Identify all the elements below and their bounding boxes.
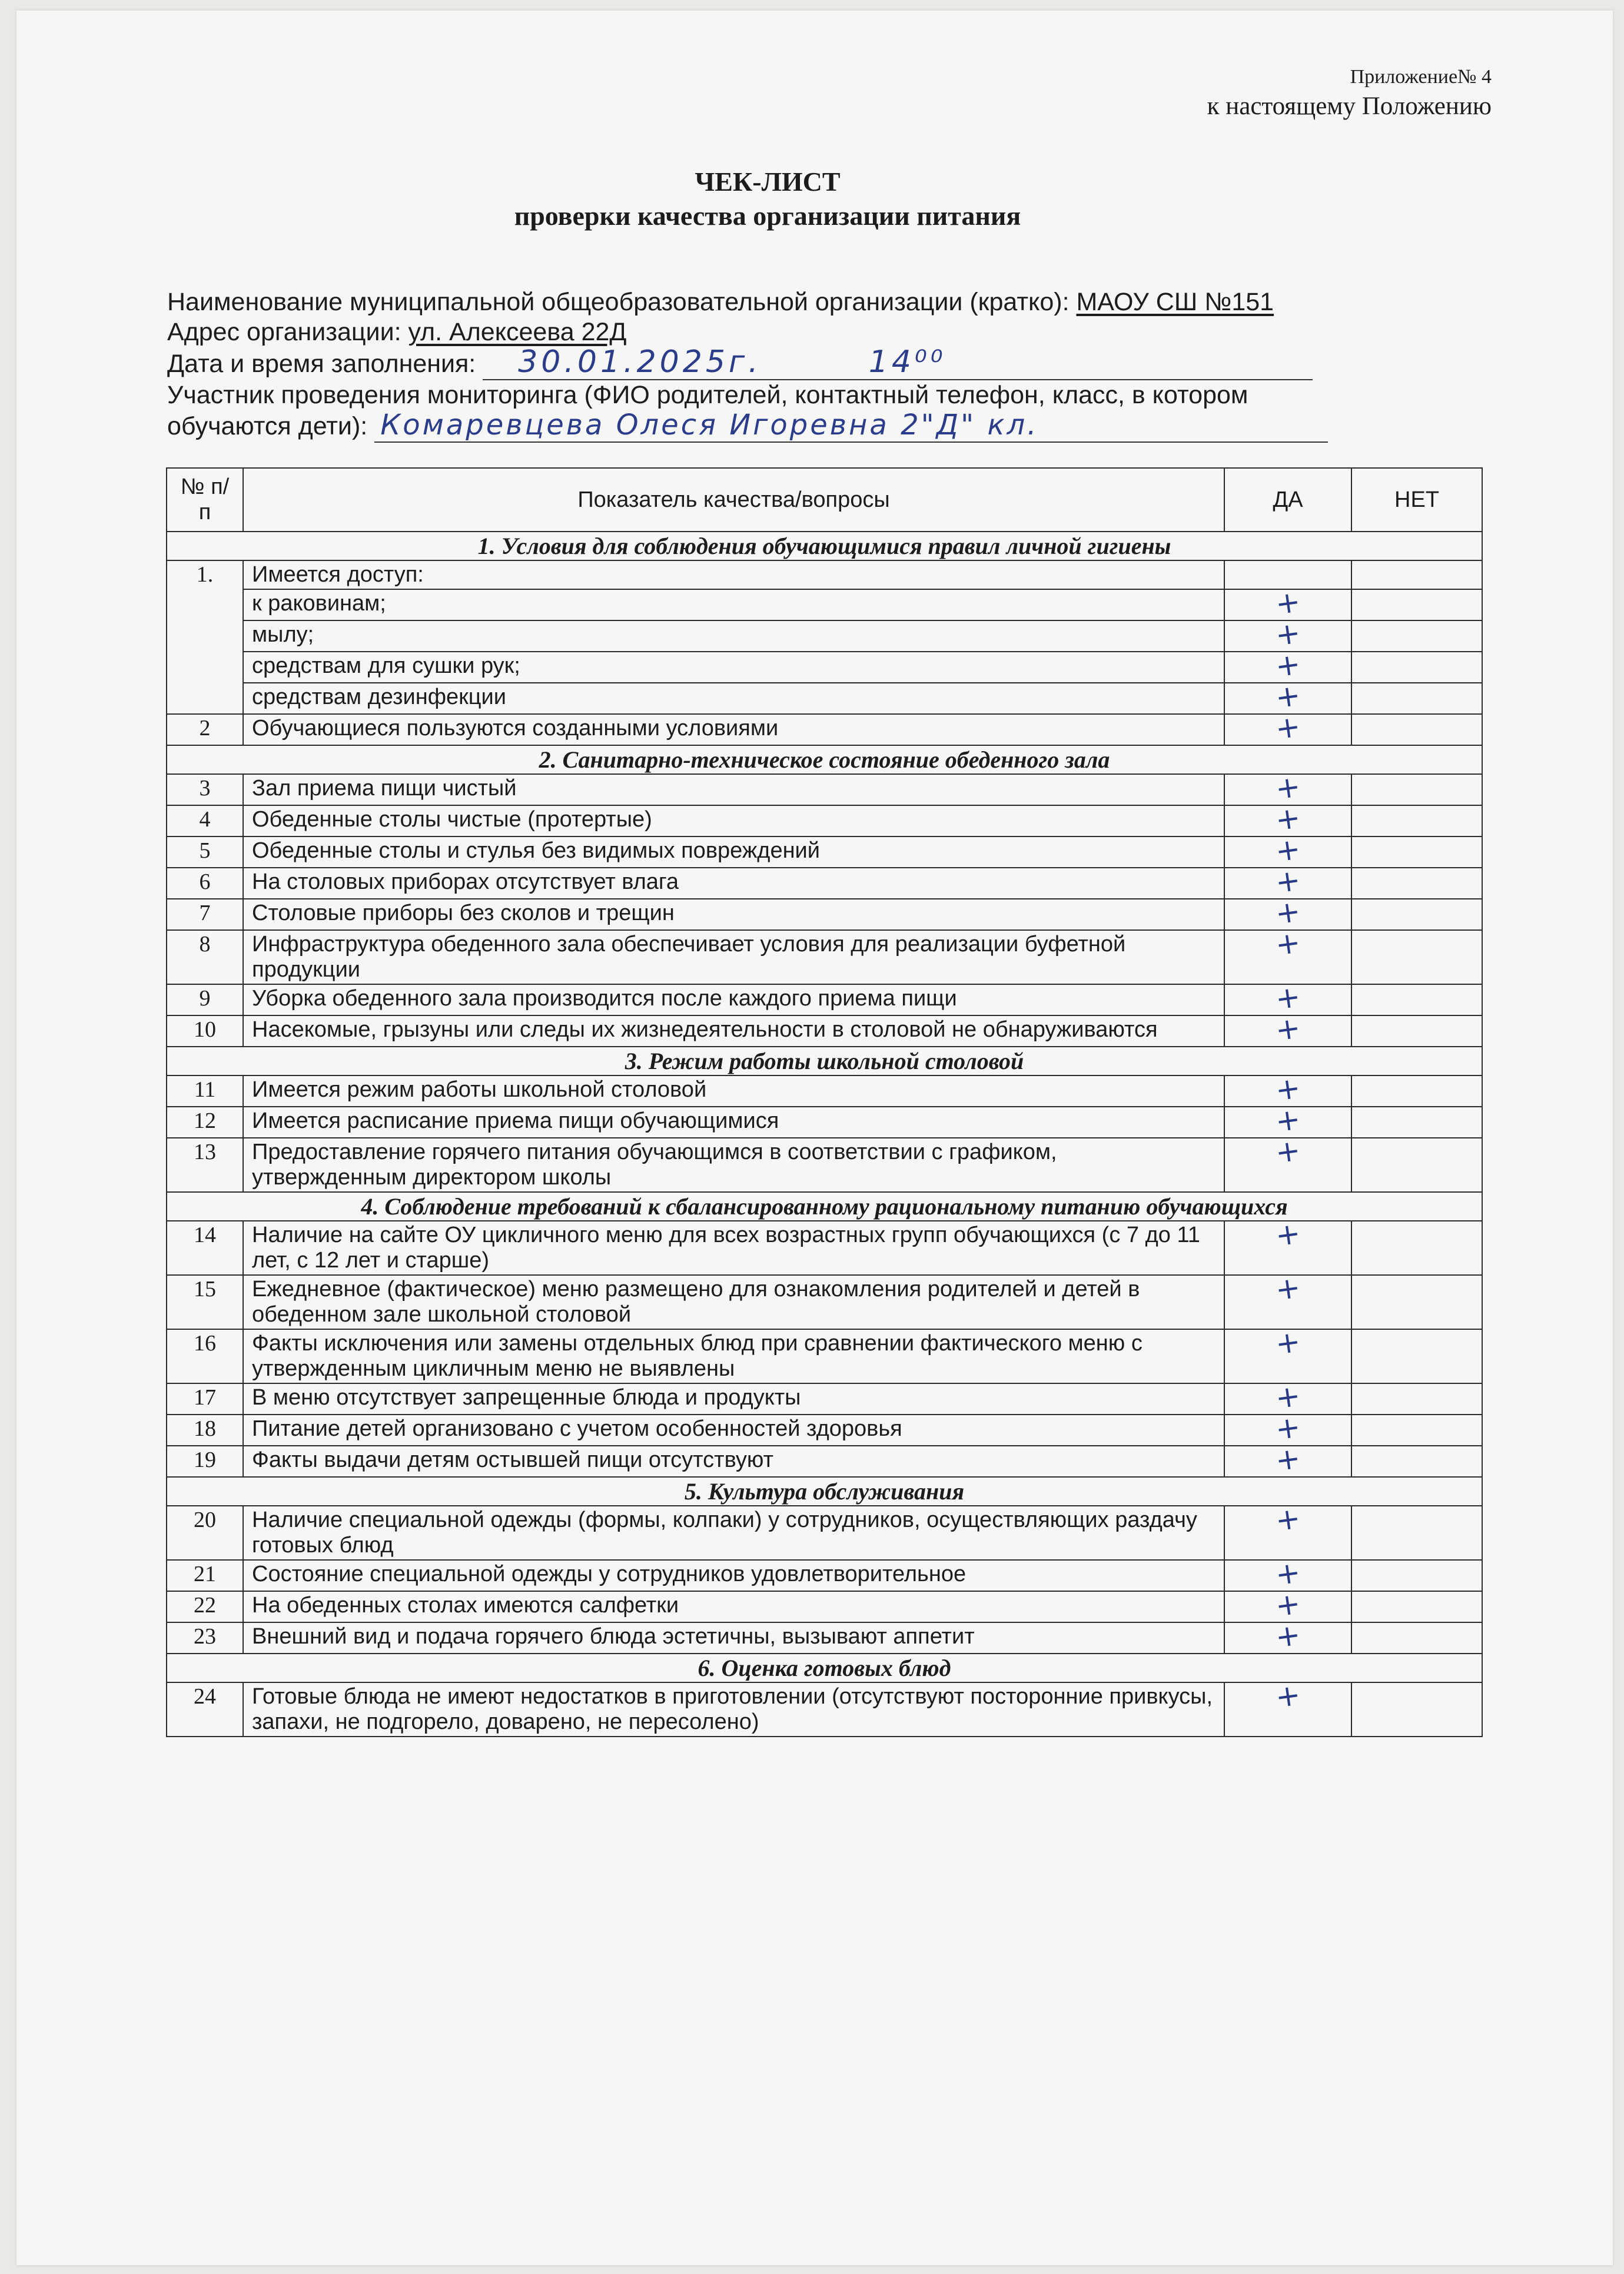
row-question: Предоставление горячего питания обучающимся в соответствии с графиком, утвержденным директором школы [243, 1138, 1224, 1192]
no-cell[interactable] [1351, 1415, 1482, 1446]
row-question: Имеется доступ: [243, 560, 1224, 589]
handwritten-plus-mark: + [1273, 1324, 1303, 1362]
no-cell[interactable] [1351, 1560, 1482, 1591]
table-row [167, 1275, 1482, 1329]
row-question: Обеденные столы и стулья без видимых повреждений [243, 836, 1224, 868]
no-cell[interactable] [1351, 1075, 1482, 1107]
no-cell[interactable] [1351, 1329, 1482, 1383]
yes-cell[interactable] [1224, 1324, 1351, 1383]
table-row [167, 1107, 1482, 1138]
handwritten-plus-mark: + [1273, 925, 1303, 962]
handwritten-plus-mark: + [1273, 1555, 1303, 1592]
yes-cell[interactable] [1224, 1617, 1351, 1655]
table-row [167, 1015, 1482, 1047]
yes-cell[interactable] [1224, 800, 1351, 838]
no-cell[interactable] [1351, 1446, 1482, 1477]
row-number: 5 [167, 836, 243, 868]
row-question: средствам дезинфекции [243, 683, 1224, 714]
no-cell[interactable] [1351, 1383, 1482, 1415]
row-question: Обучающиеся пользуются созданными условиями [243, 714, 1224, 745]
no-cell[interactable] [1351, 683, 1482, 714]
row-question: Факты исключения или замены отдельных блюд при сравнении фактического меню с утвержденным цикличным меню не выявлены [243, 1329, 1224, 1383]
participant-handwritten: Комаревцева Олеся Игоревна 2"Д" кл. [380, 409, 1039, 441]
row-number: 7 [167, 899, 243, 930]
row-question: Имеется расписание приема пищи обучающимися [243, 1107, 1224, 1138]
table-row [167, 930, 1482, 984]
address-row [167, 317, 1391, 347]
table-row [167, 652, 1482, 683]
date-line [483, 344, 1313, 380]
no-cell[interactable] [1351, 930, 1482, 984]
row-number: 14 [167, 1221, 243, 1275]
handwritten-plus-mark: + [1273, 1070, 1303, 1108]
row-number: 4 [167, 805, 243, 836]
address-label: Адрес организации: [167, 318, 401, 346]
table-row [167, 984, 1482, 1015]
table-row [167, 1560, 1482, 1591]
handwritten-plus-mark: + [1273, 1617, 1303, 1655]
appendix-reference: к настоящему Положению [1207, 92, 1492, 120]
yes-cell[interactable] [1224, 1500, 1351, 1560]
handwritten-plus-mark: + [1273, 1270, 1303, 1307]
table-row [167, 1329, 1482, 1383]
yes-cell[interactable] [1224, 1586, 1351, 1624]
no-cell[interactable] [1351, 1107, 1482, 1138]
yes-cell[interactable] [1224, 678, 1351, 715]
date-label: Дата и время заполнения: [167, 350, 476, 378]
row-question: На обеденных столах имеются салфетки [243, 1591, 1224, 1622]
no-cell[interactable] [1351, 1221, 1482, 1275]
title-sub: проверки качества организации питания [514, 201, 1021, 231]
title-main: ЧЕК-ЛИСТ [695, 167, 841, 197]
appendix-note [1207, 62, 1492, 121]
yes-cell[interactable] [1224, 1070, 1351, 1108]
row-question: мылу; [243, 620, 1224, 652]
table-row [167, 1446, 1482, 1477]
row-number: 12 [167, 1107, 243, 1138]
row-number: 1. [167, 560, 243, 714]
info-block [167, 287, 1391, 443]
table-row [167, 560, 1482, 589]
header-no: НЕТ [1351, 468, 1482, 532]
row-number: 10 [167, 1015, 243, 1047]
row-number: 15 [167, 1275, 243, 1329]
section-row [167, 1477, 1482, 1506]
row-question: Насекомые, грызуны или следы их жизнедеятельности в столовой не обнаруживаются [243, 1015, 1224, 1047]
row-question: Уборка обеденного зала производится после каждого приема пищи [243, 984, 1224, 1015]
address-value: ул. Алексеева 22Д [408, 318, 627, 346]
handwritten-plus-mark: + [1273, 678, 1303, 715]
row-question: Внешний вид и подача горячего блюда эстетичны, вызывают аппетит [243, 1622, 1224, 1654]
handwritten-plus-mark: + [1273, 1216, 1303, 1253]
table-row [167, 1221, 1482, 1275]
row-number: 11 [167, 1075, 243, 1107]
yes-cell[interactable] [1224, 1677, 1351, 1737]
row-question: средствам для сушки рук; [243, 652, 1224, 683]
row-question: Ежедневное (фактическое) меню размещено для ознакомления родителей и детей в обеденном зале школьной столовой [243, 1275, 1224, 1329]
handwritten-plus-mark: + [1273, 894, 1303, 931]
row-question: Готовые блюда не имеют недостатков в приготовлении (отсутствуют посторонние привкусы, запахи, не подгорело, доварено, не пересолено) [243, 1682, 1224, 1737]
handwritten-plus-mark: + [1273, 831, 1303, 869]
no-cell[interactable] [1351, 1506, 1482, 1560]
table-row [167, 899, 1482, 930]
row-question: к раковинам; [243, 589, 1224, 620]
no-cell[interactable] [1351, 620, 1482, 652]
section-title: 5. Культура обслуживания [167, 1477, 1482, 1506]
no-cell[interactable] [1351, 1015, 1482, 1047]
yes-cell[interactable] [1224, 831, 1351, 869]
no-cell[interactable] [1351, 714, 1482, 745]
handwritten-plus-mark: + [1273, 1677, 1303, 1715]
section-title: 6. Оценка готовых блюд [167, 1654, 1482, 1682]
yes-cell[interactable] [1224, 1010, 1351, 1048]
row-number: 6 [167, 868, 243, 899]
row-number: 21 [167, 1560, 243, 1591]
handwritten-plus-mark: + [1273, 1440, 1303, 1478]
section-row [167, 1654, 1482, 1682]
appendix-number: Приложение№ 4 [1350, 66, 1492, 88]
row-number: 17 [167, 1383, 243, 1415]
yes-cell[interactable] [1224, 1270, 1351, 1329]
checklist-table [166, 467, 1483, 1737]
row-number: 19 [167, 1446, 243, 1477]
yes-cell[interactable] [1224, 1440, 1351, 1478]
row-number: 20 [167, 1506, 243, 1560]
row-question: В меню отсутствует запрещенные блюда и продукты [243, 1383, 1224, 1415]
table-row [167, 1415, 1482, 1446]
yes-cell[interactable] [1224, 1216, 1351, 1275]
table-row [167, 683, 1482, 714]
header-yes: ДА [1224, 468, 1351, 532]
row-number: 13 [167, 1138, 243, 1192]
no-cell[interactable] [1351, 1622, 1482, 1654]
table-row [167, 589, 1482, 620]
yes-cell[interactable] [1224, 646, 1351, 684]
section-title: 1. Условия для соблюдения обучающимися правил личной гигиены [167, 532, 1482, 560]
table-row [167, 714, 1482, 745]
handwritten-plus-mark: + [1273, 584, 1303, 622]
handwritten-plus-mark: + [1273, 1101, 1303, 1139]
no-cell[interactable] [1351, 1682, 1482, 1737]
row-number: 8 [167, 930, 243, 984]
handwritten-plus-mark: + [1273, 862, 1303, 900]
header-question: Показатель качества/вопросы [243, 468, 1224, 532]
row-question: Инфраструктура обеденного зала обеспечивает условия для реализации буфетной продукции [243, 930, 1224, 984]
row-number: 18 [167, 1415, 243, 1446]
participant-row [167, 380, 1391, 410]
row-number: 9 [167, 984, 243, 1015]
yes-cell[interactable] [1224, 862, 1351, 900]
yes-cell[interactable] [1224, 1409, 1351, 1447]
yes-cell[interactable] [1224, 709, 1351, 746]
section-row [167, 1047, 1482, 1075]
yes-cell[interactable] [1224, 1133, 1351, 1192]
handwritten-plus-mark: + [1273, 979, 1303, 1017]
no-cell[interactable] [1351, 868, 1482, 899]
participant-line [374, 410, 1328, 443]
row-question: Столовые приборы без сколов и трещин [243, 899, 1224, 930]
yes-cell[interactable] [1224, 979, 1351, 1017]
row-question: На столовых приборах отсутствует влага [243, 868, 1224, 899]
handwritten-plus-mark: + [1273, 1010, 1303, 1048]
row-question: Зал приема пищи чистый [243, 774, 1224, 805]
table-row [167, 1591, 1482, 1622]
date-handwritten: 30.01.2025г. [518, 344, 762, 380]
row-number: 3 [167, 774, 243, 805]
table-row [167, 1383, 1482, 1415]
no-cell[interactable] [1351, 1275, 1482, 1329]
handwritten-plus-mark: + [1273, 769, 1303, 806]
org-value: МАОУ СШ №151 [1076, 288, 1274, 316]
no-cell[interactable] [1351, 984, 1482, 1015]
yes-cell[interactable] [1224, 1378, 1351, 1416]
table-row [167, 774, 1482, 805]
row-question: Обеденные столы чистые (протертые) [243, 805, 1224, 836]
header-num: № п/п [167, 468, 243, 532]
participant-row-2 [167, 410, 1391, 443]
handwritten-plus-mark: + [1273, 646, 1303, 684]
handwritten-plus-mark: + [1273, 1586, 1303, 1624]
yes-cell[interactable] [1224, 615, 1351, 653]
section-row [167, 532, 1482, 560]
participant-label: Участник проведения мониторинга (ФИО родителей, контактный телефон, класс, в котором [167, 381, 1248, 409]
table-row [167, 1506, 1482, 1560]
row-question: Наличие на сайте ОУ цикличного меню для всех возрастных групп обучающихся (с 7 до 11 лет, с 12 лет и старше) [243, 1221, 1224, 1275]
handwritten-plus-mark: + [1273, 1500, 1303, 1538]
org-label: Наименование муниципальной общеобразовательной организации (кратко): [167, 288, 1070, 316]
section-row [167, 745, 1482, 774]
yes-cell[interactable] [1224, 894, 1351, 931]
row-number: 16 [167, 1329, 243, 1383]
yes-cell[interactable] [1224, 769, 1351, 806]
time-handwritten: 14⁰⁰ [868, 344, 946, 380]
yes-cell[interactable] [1224, 925, 1351, 984]
yes-cell[interactable] [1224, 1101, 1351, 1139]
table-row [167, 1622, 1482, 1654]
document-title [16, 165, 1519, 233]
no-cell[interactable] [1351, 560, 1482, 589]
table-header-row [167, 468, 1482, 532]
row-question: Состояние специальной одежды у сотрудников удовлетворительное [243, 1560, 1224, 1591]
row-number: 24 [167, 1682, 243, 1737]
no-cell[interactable] [1351, 805, 1482, 836]
row-number: 23 [167, 1622, 243, 1654]
date-row [167, 344, 1391, 380]
no-cell[interactable] [1351, 1591, 1482, 1622]
yes-cell[interactable] [1224, 584, 1351, 622]
row-question: Питание детей организовано с учетом особенностей здоровья [243, 1415, 1224, 1446]
no-cell[interactable] [1351, 589, 1482, 620]
no-cell[interactable] [1351, 652, 1482, 683]
table-body [167, 532, 1482, 1737]
section-title: 3. Режим работы школьной столовой [167, 1047, 1482, 1075]
yes-cell[interactable] [1224, 1555, 1351, 1592]
handwritten-plus-mark: + [1273, 1409, 1303, 1447]
section-row [167, 1192, 1482, 1221]
table-row [167, 1682, 1482, 1737]
handwritten-plus-mark: + [1273, 709, 1303, 746]
participant-label-2: обучаются дети): [167, 412, 368, 440]
section-title: 4. Соблюдение требований к сбалансированному рациональному питанию обучающихся [167, 1192, 1482, 1221]
table-row [167, 620, 1482, 652]
no-cell[interactable] [1351, 899, 1482, 930]
table-row [167, 1075, 1482, 1107]
no-cell[interactable] [1351, 1138, 1482, 1192]
document-page [16, 11, 1613, 2265]
row-number: 22 [167, 1591, 243, 1622]
no-cell[interactable] [1351, 774, 1482, 805]
handwritten-plus-mark: + [1273, 1378, 1303, 1416]
org-row [167, 287, 1391, 317]
table-row [167, 836, 1482, 868]
handwritten-plus-mark: + [1273, 800, 1303, 838]
table-row [167, 805, 1482, 836]
handwritten-plus-mark: + [1273, 615, 1303, 653]
table-row [167, 1138, 1482, 1192]
no-cell[interactable] [1351, 836, 1482, 868]
section-title: 2. Санитарно-техническое состояние обеденного зала [167, 745, 1482, 774]
row-number: 2 [167, 714, 243, 745]
row-question: Наличие специальной одежды (формы, колпаки) у сотрудников, осуществляющих раздачу готовых блюд [243, 1506, 1224, 1560]
handwritten-plus-mark: + [1273, 1133, 1303, 1170]
row-question: Факты выдачи детям остывшей пищи отсутствуют [243, 1446, 1224, 1477]
table-row [167, 868, 1482, 899]
row-question: Имеется режим работы школьной столовой [243, 1075, 1224, 1107]
